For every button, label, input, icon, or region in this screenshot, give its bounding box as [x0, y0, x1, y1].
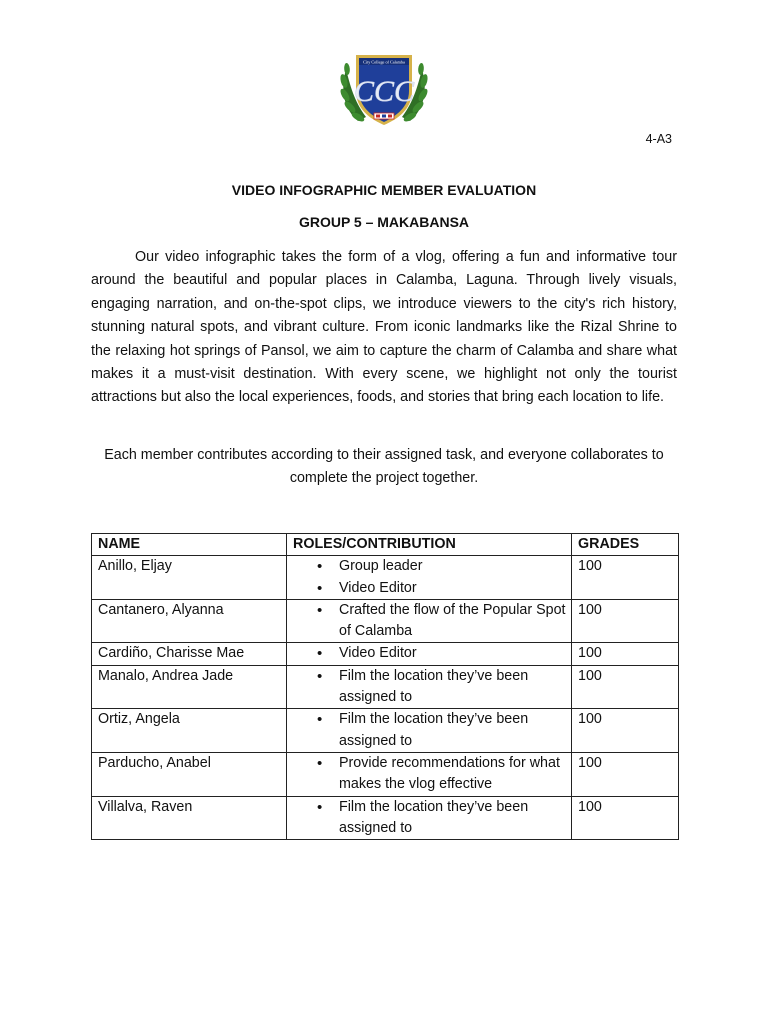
member-grade: 100 [572, 665, 679, 709]
school-logo [336, 51, 432, 129]
member-grade: 100 [572, 556, 679, 600]
header-roles: ROLES/CONTRIBUTION [287, 534, 572, 556]
member-name: Villalva, Raven [92, 796, 287, 840]
table-row [92, 599, 679, 643]
document-subtitle: GROUP 5 – MAKABANSA [298, 214, 470, 230]
member-name: Cardiño, Charisse Mae [92, 643, 287, 665]
table-row [92, 665, 679, 709]
logo-text: City College of Calamba [363, 59, 405, 65]
role-item: • Film the location they’ve been assigned to [339, 709, 571, 752]
table-header-row [92, 534, 679, 556]
header-name: NAME [92, 534, 287, 556]
role-item: • Video Editor [339, 643, 571, 664]
section-code: 4-A3 [645, 132, 672, 146]
member-grade: 100 [572, 599, 679, 643]
member-name: Manalo, Andrea Jade [92, 665, 287, 709]
role-item: • Crafted the flow of the Popular Spot of Calamba [339, 600, 571, 643]
intro-paragraph: Our video infographic takes the form of a vlog, offering a fun and informative tour around the beautiful and popular places in Calamba, Laguna. Through lively visuals, engaging narration, and on-the-spot clips, we introduce viewers to the city's rich history, stunning natural spots, and vibrant culture. From iconic landmarks like the Rizal Shrine to the relaxing hot springs of Pansol, we aim to capture the charm of Calamba and share what makes it a must-visit destination. With every scene, we highlight not only the tourist attractions but also the local experiences, foods, and stories that bring each location to life. [91, 249, 677, 406]
member-roles [287, 643, 572, 665]
role-item: • Group leader [339, 556, 571, 577]
member-evaluation-table [91, 533, 679, 840]
table-row [92, 643, 679, 665]
member-name: Ortiz, Angela [92, 709, 287, 753]
contribution-note: Each member contributes according to their assigned task, and everyone collaborates to complete the project together. [104, 447, 664, 487]
member-grade: 100 [572, 752, 679, 796]
member-name: Anillo, Eljay [92, 556, 287, 600]
role-item: • Video Editor [339, 578, 571, 599]
member-roles [287, 665, 572, 709]
member-grade: 100 [572, 643, 679, 665]
header-grades: GRADES [572, 534, 679, 556]
member-roles [287, 556, 572, 600]
member-roles [287, 796, 572, 840]
role-item: • Film the location they’ve been assigned to [339, 666, 571, 709]
member-name: Cantanero, Alyanna [92, 599, 287, 643]
member-grade: 100 [572, 796, 679, 840]
role-item: • Film the location they’ve been assigned to [339, 797, 571, 840]
member-roles [287, 709, 572, 753]
table-row [92, 796, 679, 840]
document-title: VIDEO INFOGRAPHIC MEMBER EVALUATION [231, 182, 537, 198]
table-row [92, 709, 679, 753]
member-name: Parducho, Anabel [92, 752, 287, 796]
member-grade: 100 [572, 709, 679, 753]
table-row [92, 556, 679, 600]
table-row [92, 752, 679, 796]
role-item: • Provide recommendations for what makes the vlog effective [339, 753, 571, 796]
member-roles [287, 599, 572, 643]
member-roles [287, 752, 572, 796]
logo-monogram: CCC [353, 75, 415, 108]
